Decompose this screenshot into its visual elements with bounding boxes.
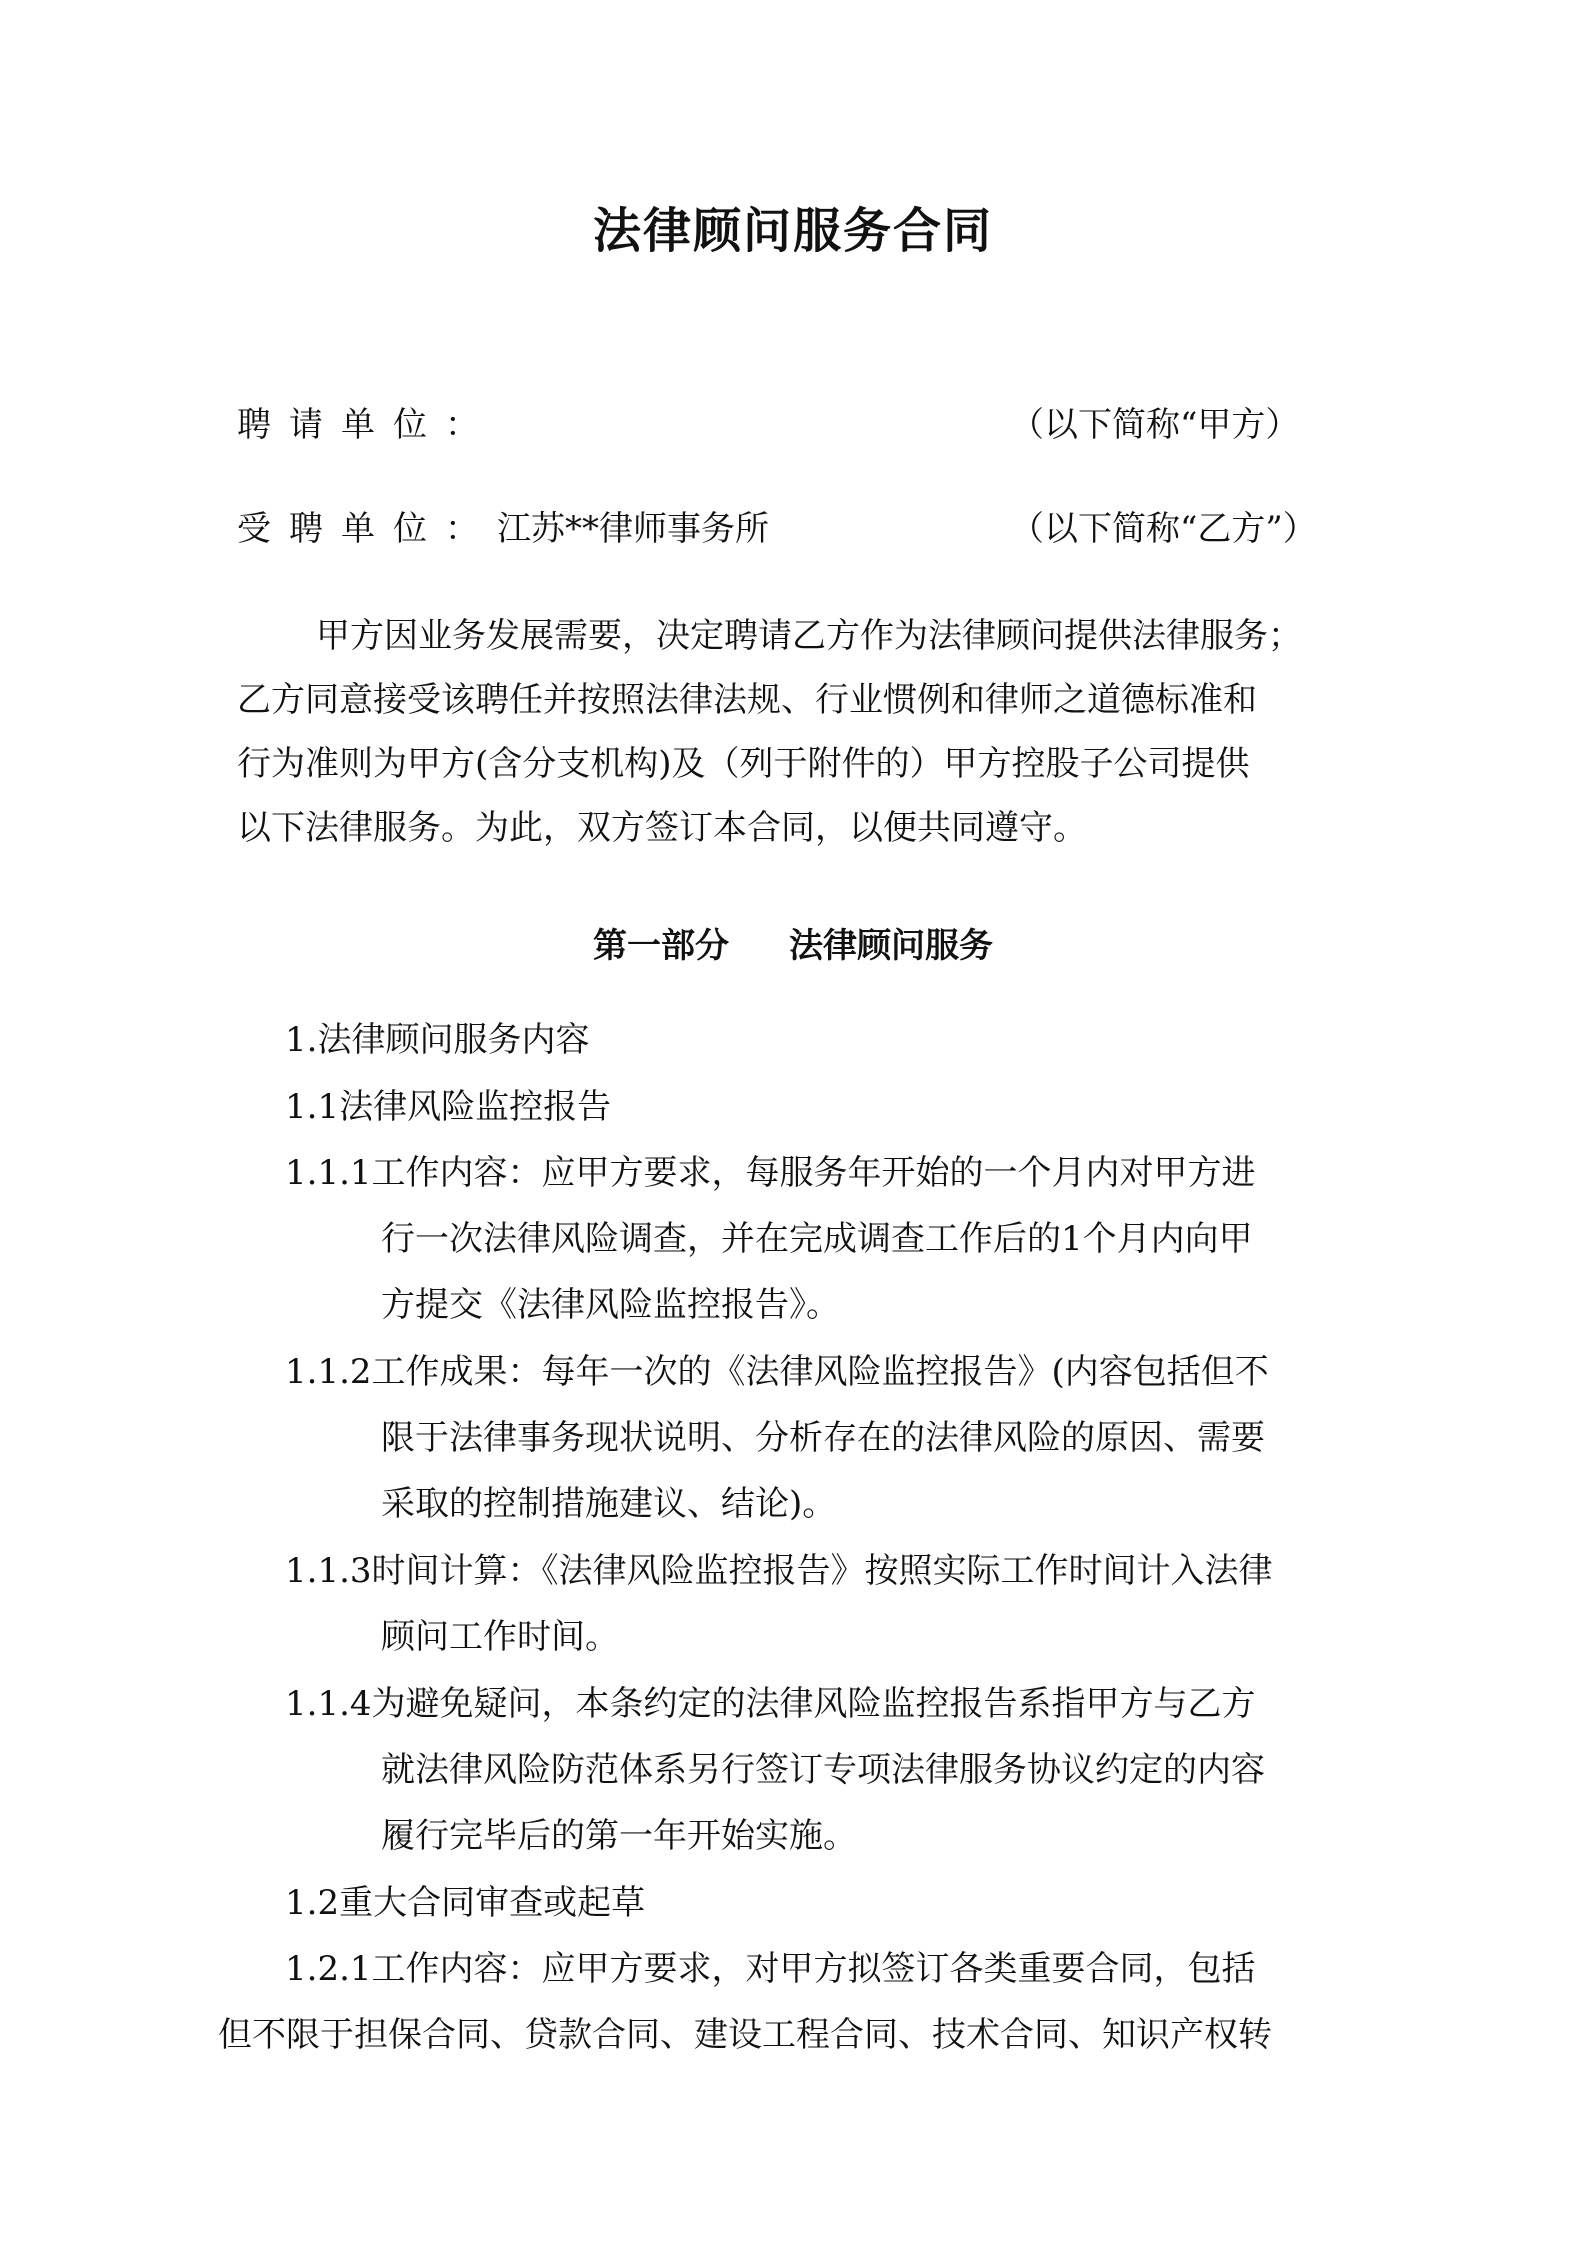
clause-1-1-3-cont: 顾问工作时间。 — [381, 1617, 619, 1657]
party-client-short: （以下简称“甲方） — [1010, 405, 1300, 445]
clause-1-2-1: 1.2.1工作内容：应甲方要求，对甲方拟签订各类重要合同，包括 — [285, 1949, 1256, 1989]
clause-1-1-1: 1.1.1工作内容：应甲方要求，每服务年开始的一个月内对甲方进 — [285, 1153, 1256, 1193]
clause-1-2-1-cont: 但不限于担保合同、贷款合同、建设工程合同、技术合同、知识产权转 — [218, 2015, 1272, 2055]
party-firm-short: （以下简称“乙方”） — [1010, 509, 1317, 549]
party-client-label: 聘请单位： — [237, 405, 497, 445]
party-firm-name: 江苏**律师事务所 — [497, 509, 769, 549]
clause-1-1-1-cont: 行一次法律风险调查，并在完成调查工作后的1个月内向甲 — [381, 1219, 1253, 1259]
preamble-line: 甲方因业务发展需要，决定聘请乙方作为法律顾问提供法律服务； — [316, 616, 1302, 656]
party-client-row — [237, 403, 497, 447]
clause-1-1-2-cont: 采取的控制措施建议、结论)。 — [381, 1484, 837, 1524]
clause-1-1-heading: 1.1法律风险监控报告 — [285, 1087, 612, 1127]
party-firm-label: 受聘单位： — [237, 509, 497, 549]
party-firm-row — [237, 507, 769, 551]
clause-1-1-2: 1.1.2工作成果：每年一次的《法律风险监控报告》(内容包括但不 — [285, 1352, 1269, 1392]
section-heading — [0, 918, 1586, 967]
clause-1-heading: 1.法律顾问服务内容 — [285, 1020, 590, 1060]
section-part: 第一部分 — [593, 926, 729, 966]
clause-1-1-4: 1.1.4为避免疑问，本条约定的法律风险监控报告系指甲方与乙方 — [285, 1684, 1256, 1724]
clause-1-1-4-cont: 就法律风险防范体系另行签订专项法律服务协议约定的内容 — [381, 1750, 1265, 1790]
clause-1-2-heading: 1.2重大合同审查或起草 — [285, 1883, 646, 1923]
document-title: 法律顾问服务合同 — [592, 203, 993, 259]
preamble-line: 乙方同意接受该聘任并按照法律法规、行业惯例和律师之道德标准和 — [237, 680, 1257, 720]
preamble-line: 以下法律服务。为此，双方签订本合同，以便共同遵守。 — [237, 808, 1087, 848]
clause-1-1-3: 1.1.3时间计算：《法律风险监控报告》按照实际工作时间计入法律 — [285, 1551, 1273, 1591]
clause-1-1-4-cont: 履行完毕后的第一年开始实施。 — [381, 1816, 857, 1856]
clause-1-1-2-cont: 限于法律事务现状说明、分析存在的法律风险的原因、需要 — [381, 1418, 1265, 1458]
section-name: 法律顾问服务 — [789, 926, 993, 966]
clause-1-1-1-cont: 方提交《法律风险监控报告》。 — [381, 1285, 840, 1325]
preamble-line: 行为准则为甲方(含分支机构)及（列于附件的）甲方控股子公司提供 — [237, 744, 1250, 784]
